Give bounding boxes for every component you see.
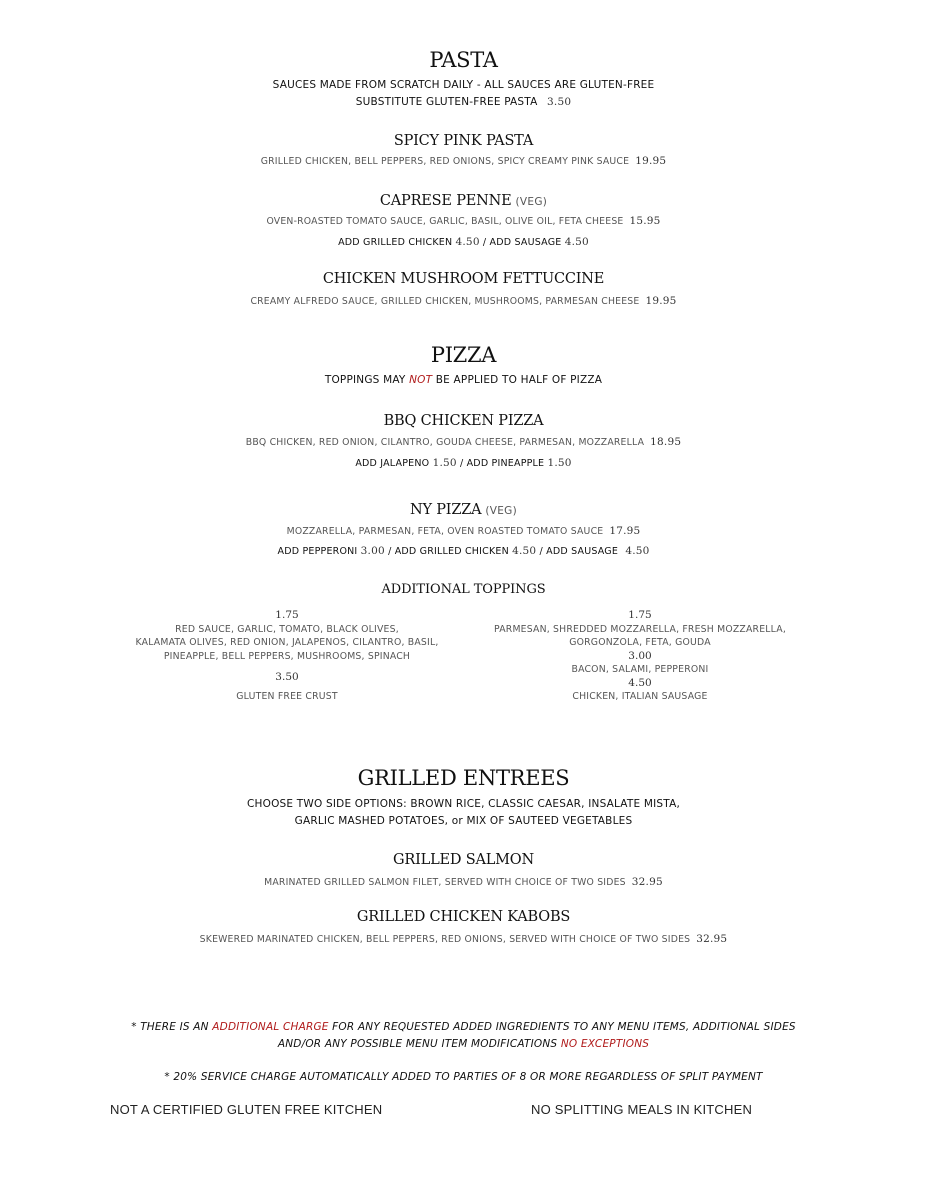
description-text: SKEWERED MARINATED CHICKEN, BELL PEPPERS, RED ONIONS, SERVED WITH CHOICE OF TWO SIDES — [199, 934, 691, 945]
menu-item-title: SPICY PINK PASTA — [393, 133, 534, 149]
addon-label: ADD GRILLED CHICKEN — [338, 237, 453, 248]
menu-item-description — [0, 155, 927, 167]
notice-emphasis: ADDITIONAL CHARGE — [212, 1021, 329, 1033]
gluten-free-pasta-price: 3.50 — [547, 96, 572, 108]
topping-list-line: CHICKEN, ITALIAN SAUSAGE — [572, 691, 708, 702]
service-charge-notice: * 20% SERVICE CHARGE AUTOMATICALLY ADDED TO PARTIES OF 8 OR MORE REGARDLESS OF SPLIT PAYMENT — [164, 1071, 763, 1083]
menu-item-description — [0, 295, 927, 307]
addon-label: ADD PINEAPPLE — [466, 458, 545, 469]
menu-item-price: 18.95 — [650, 436, 682, 448]
menu-item-price: 17.95 — [609, 525, 641, 537]
pasta-sauce-note: SAUCES MADE FROM SCRATCH DAILY - ALL SAUCES ARE GLUTEN-FREE — [272, 79, 655, 91]
grilled-section-title: GRILLED ENTREES — [357, 766, 570, 790]
menu-item-description — [0, 933, 927, 945]
notice-text: AND/OR ANY POSSIBLE MENU ITEM MODIFICATIONS — [277, 1038, 558, 1050]
pasta-gluten-free-note — [0, 96, 927, 108]
note-text: TOPPINGS MAY — [324, 374, 406, 386]
addon-separator: / — [479, 237, 490, 248]
pizza-section-title: PIZZA — [430, 343, 497, 367]
addon-separator: / — [384, 546, 395, 557]
gluten-free-pasta-label: SUBSTITUTE GLUTEN-FREE PASTA — [355, 96, 538, 108]
menu-item-title — [0, 192, 927, 210]
note-emphasis: NOT — [409, 374, 433, 386]
addon-label: ADD GRILLED CHICKEN — [394, 546, 509, 557]
addon-label: ADD JALAPENO — [355, 458, 430, 469]
menu-item-price: 19.95 — [645, 295, 677, 307]
menu-item-title: GRILLED SALMON — [393, 852, 534, 868]
menu-item-description — [0, 876, 927, 888]
menu-item-price: 32.95 — [696, 933, 728, 945]
no-splitting-disclaimer: NO SPLITTING MEALS IN KITCHEN — [531, 1102, 753, 1117]
menu-item-price: 32.95 — [631, 876, 663, 888]
menu-item-price: 15.95 — [629, 215, 661, 227]
pasta-section-title: PASTA — [429, 48, 498, 72]
description-text: OVEN-ROASTED TOMATO SAUCE, GARLIC, BASIL, OLIVE OIL, FETA CHEESE — [266, 216, 624, 227]
menu-item-description — [0, 436, 927, 448]
menu-item-price: 19.95 — [635, 155, 667, 167]
additional-charge-notice — [0, 1021, 927, 1033]
description-text: MARINATED GRILLED SALMON FILET, SERVED WITH CHOICE OF TWO SIDES — [264, 877, 626, 888]
addon-price: 4.50 — [564, 236, 589, 248]
additional-toppings-title: ADDITIONAL TOPPINGS — [381, 582, 546, 597]
addon-price: 4.50 — [512, 545, 537, 557]
topping-list-line: PARMESAN, SHREDDED MOZZARELLA, FRESH MOZZARELLA, — [494, 623, 786, 635]
addon-price: 1.50 — [432, 457, 457, 469]
topping-list-line: GLUTEN FREE CRUST — [236, 690, 338, 702]
description-text: BBQ CHICKEN, RED ONION, CILANTRO, GOUDA CHEESE, PARMESAN, MOZZARELLA — [245, 437, 645, 448]
toppings-right-column — [460, 609, 820, 704]
addon-label: ADD SAUSAGE — [489, 237, 562, 248]
addon-label: ADD SAUSAGE — [546, 546, 619, 557]
menu-item-description — [0, 525, 927, 537]
topping-price: 1.75 — [628, 609, 652, 621]
notice-text: * THERE IS AN — [131, 1021, 209, 1033]
grilled-sides-note: CHOOSE TWO SIDE OPTIONS: BROWN RICE, CLASSIC CAESAR, INSALATE MISTA, — [247, 798, 680, 810]
addon-line — [0, 236, 927, 248]
topping-list-line: KALAMATA OLIVES, RED ONION, JALAPENOS, CILANTRO, BASIL, — [135, 637, 439, 648]
menu-item-title: CHICKEN MUSHROOM FETTUCCINE — [322, 271, 605, 287]
addon-price: 4.50 — [455, 236, 480, 248]
veg-tag: (VEG) — [485, 505, 518, 517]
item-name: CAPRESE PENNE — [379, 193, 512, 209]
addon-label: ADD PEPPERONI — [277, 546, 358, 557]
toppings-left-column — [107, 609, 467, 703]
topping-list-line: RED SAUCE, GARLIC, TOMATO, BLACK OLIVES, — [175, 623, 399, 635]
note-text: BE APPLIED TO HALF OF PIZZA — [435, 374, 603, 386]
notice-emphasis: NO EXCEPTIONS — [560, 1038, 650, 1050]
topping-price: 3.00 — [628, 649, 652, 662]
topping-list-line: BACON, SALAMI, PEPPERONI — [571, 664, 709, 675]
addon-price: 3.00 — [360, 545, 385, 557]
addon-separator: / — [456, 458, 467, 469]
addon-line — [0, 545, 927, 557]
menu-item-title: BBQ CHICKEN PIZZA — [383, 413, 544, 429]
item-name: NY PIZZA — [409, 502, 482, 518]
topping-price: 4.50 — [628, 676, 652, 689]
menu-item-description — [0, 215, 927, 227]
additional-charge-notice-cont — [0, 1038, 927, 1050]
topping-price: 1.75 — [275, 609, 299, 621]
description-text: MOZZARELLA, PARMESAN, FETA, OVEN ROASTED TOMATO SAUCE — [286, 526, 604, 537]
gluten-free-disclaimer: NOT A CERTIFIED GLUTEN FREE KITCHEN — [110, 1102, 383, 1117]
menu-item-title: GRILLED CHICKEN KABOBS — [356, 909, 571, 925]
pizza-topping-note — [0, 374, 927, 386]
addon-price: 1.50 — [547, 457, 572, 469]
grilled-sides-note: GARLIC MASHED POTATOES, or MIX OF SAUTEED VEGETABLES — [294, 815, 633, 827]
addon-price: 4.50 — [625, 545, 650, 557]
topping-list-line: GORGONZOLA, FETA, GOUDA — [569, 637, 711, 648]
description-text: CREAMY ALFREDO SAUCE, GRILLED CHICKEN, MUSHROOMS, PARMESAN CHEESE — [250, 296, 640, 307]
veg-tag: (VEG) — [515, 196, 548, 208]
menu-item-title — [0, 501, 927, 519]
description-text: GRILLED CHICKEN, BELL PEPPERS, RED ONIONS, SPICY CREAMY PINK SAUCE — [260, 156, 630, 167]
notice-text: FOR ANY REQUESTED ADDED INGREDIENTS TO ANY MENU ITEMS, ADDITIONAL SIDES — [332, 1021, 796, 1033]
addon-separator: / — [536, 546, 547, 557]
topping-price: 3.50 — [275, 671, 299, 683]
topping-list-line: PINEAPPLE, BELL PEPPERS, MUSHROOMS, SPINACH — [163, 650, 411, 662]
addon-line — [0, 457, 927, 469]
